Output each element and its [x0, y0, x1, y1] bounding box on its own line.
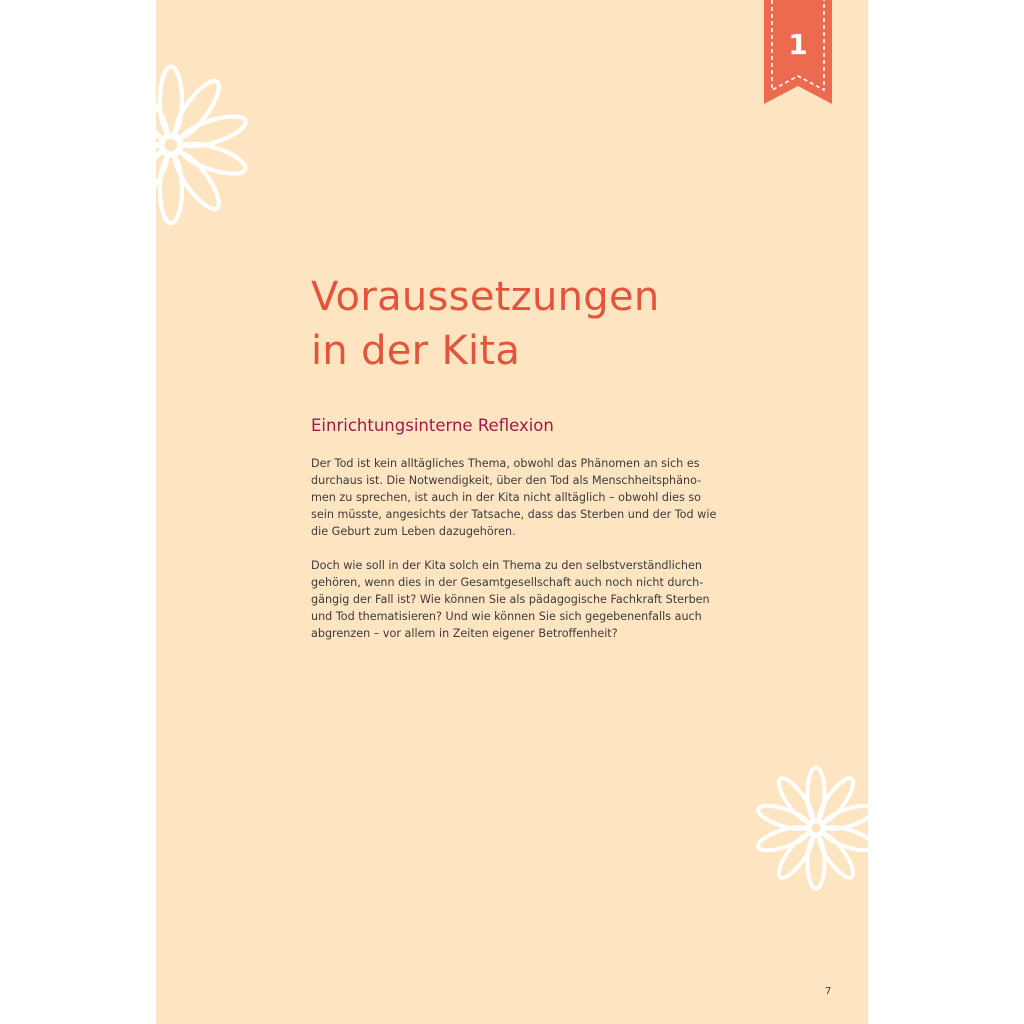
chapter-title-line: Voraussetzungen	[311, 274, 660, 320]
book-page	[156, 0, 868, 1024]
flower-outline-icon	[156, 60, 256, 230]
text-line: und Tod thematisieren? Und wie können Sie sich gegebenenfalls auch	[311, 610, 702, 623]
text-line: abgrenzen – vor allem in Zeiten eigener Betroffenheit?	[311, 627, 618, 640]
chapter-title-line: in der Kita	[311, 328, 521, 374]
flower-petal	[160, 67, 182, 135]
text-line: die Geburt zum Leben dazugehören.	[311, 525, 516, 538]
text-line: durchaus ist. Die Notwendigkeit, über den Tod als Menschheitsphäno-	[311, 474, 702, 487]
text-line: Der Tod ist kein alltägliches Thema, obwohl das Phänomen an sich es	[311, 457, 700, 470]
body-paragraph	[311, 557, 711, 642]
body-paragraph	[311, 455, 717, 540]
flower-petal	[814, 774, 859, 827]
text-line: men zu sprechen, ist auch in der Kita nicht alltäglich – obwohl dies so	[311, 491, 702, 504]
section-heading: Einrichtungsinterne Reflexion	[311, 416, 554, 435]
text-line: gehören, wenn dies in der Gesamtgesellschaft auch noch nicht durch-	[311, 576, 704, 589]
flower-outline-icon	[750, 762, 868, 894]
chapter-title	[311, 270, 761, 378]
chapter-number: 1	[788, 28, 808, 61]
flower-petal	[773, 829, 818, 882]
text-line: sein müsste, angesichts der Tatsache, dass das Sterben und der Tod wie	[311, 508, 717, 521]
flower-petal	[773, 774, 818, 827]
chapter-bookmark	[764, 0, 832, 108]
text-line: gängig der Fall ist? Wie können Sie als pädagogische Fachkraft Sterben	[311, 593, 710, 606]
text-line: Doch wie soll in der Kita solch ein Thema zu den selbstverständlichen	[311, 559, 702, 572]
flower-petal	[168, 75, 226, 143]
page-number: 7	[825, 986, 832, 997]
flower-petal	[160, 155, 182, 223]
